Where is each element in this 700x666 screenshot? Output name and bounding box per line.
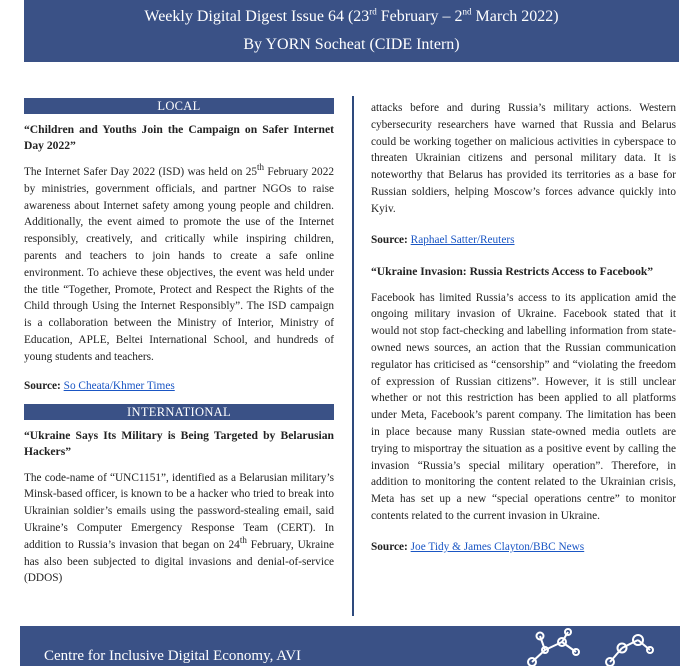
intl-article2-source-link[interactable]: Joe Tidy & James Clayton/BBC News	[410, 540, 585, 553]
international-section-bar: INTERNATIONAL	[24, 404, 334, 420]
network-nodes-icon	[510, 628, 670, 666]
local-article-title: “Children and Youths Join the Campaign on Safer Internet Day 2022”	[24, 123, 334, 152]
footer-org-name: Centre for Inclusive Digital Economy, AVI	[44, 648, 302, 664]
intl-article1-body-suffix: February, Ukraine has also been subjected to digital invasions and denial-of-service (DDOS)	[24, 538, 334, 585]
intl-article2-source-label: Source:	[371, 540, 408, 553]
title-sup-2: nd	[462, 6, 472, 17]
title-mid: February – 2	[376, 8, 463, 25]
intl-article2-body: Facebook has limited Russia’s access to its application amid the ongoing military invasion of Ukraine. Facebook stated that it would not stop fact-checking and labelling information from state-owned news sources, an action that the Russian communication regulator has criticised as “censorship” and “violating the freedom of expression of Russian citizens”. However, it is still unclear whether or not this restriction has been applied to all platforms under Meta, Facebook’s parent company. The limitation has been in place because many Russian state-owned media outlets are trying to misportray the situation as a positive event by calling the invasion “Russia’s special military operation”. Therefore, in addition to monitoring the content related to the Ukrainian crisis, Meta has set up a new “special operations centre” to monitor contents related to the current invasion in Ukraine.	[371, 291, 676, 522]
local-body-sup: th	[257, 162, 265, 173]
title-sup-1: rd	[369, 6, 377, 17]
local-section-bar: LOCAL	[24, 98, 334, 114]
intl-article1-source	[371, 232, 676, 248]
local-article-body	[24, 164, 334, 366]
title-prefix: Weekly Digital Digest Issue 64 (23	[144, 8, 370, 25]
digest-footer	[20, 626, 680, 666]
intl-article1-body	[24, 470, 334, 588]
digest-title	[24, 8, 679, 26]
left-column	[24, 98, 334, 587]
local-source-label: Source:	[24, 379, 61, 392]
intl-article2-source	[371, 539, 676, 555]
column-divider	[352, 96, 354, 616]
right-column	[371, 100, 676, 565]
intl-article1-body-sup: th	[239, 534, 247, 545]
title-suffix: March 2022)	[471, 8, 559, 25]
intl-article1-title: “Ukraine Says Its Military is Being Targeted by Belarusian Hackers”	[24, 428, 334, 458]
digest-byline: By YORN Socheat (CIDE Intern)	[243, 36, 460, 53]
local-body-suffix: February 2022 by ministries, government officials, and partner NGOs to raise awareness about Internet safety among young people and children. Additionally, the event aimed to promote the use of the Internet responsibly, creatively, and critically while inspiring children, parents and teachers to join hands to create a safe online environment. To achieve these objectives, the event was held under the title “Together, Promote, Protect and Respect the Rights of the Child through Using the Internet Responsibly”. The ISD campaign is a collaboration between the Ministry of Interior, Ministry of Education, APLE, Beltei International School, and hundreds of young students and teachers.	[24, 166, 334, 363]
local-source-link[interactable]: So Cheata/Khmer Times	[63, 379, 175, 392]
intl-article1-body-prefix: The code-name of “UNC1151”, identified as a Belarusian military’s Minsk-based officer, is known to be a hacker who tried to break into Ukrainian soldier’s emails using the password-stealing email, said Ukraine’s Computer Emergency Response Team (CERT). In addition to Russia’s invasion that began on 24	[24, 471, 334, 551]
intl-article1-body-continued: attacks before and during Russia’s military actions. Western cybersecurity researchers have warned that Russia and Belarus could be working together on malicious activities in cyberspace to threaten Ukrainian citizens and personal military data. It is noteworthy that Belarus has provided its territories as a base for Russian soldiers, helping Moscow’s forces advance quickly into Kyiv.	[371, 102, 676, 215]
intl-article1-source-link[interactable]: Raphael Satter/Reuters	[410, 233, 515, 246]
intl-article2-title: “Ukraine Invasion: Russia Restricts Access to Facebook”	[371, 264, 654, 278]
local-source	[24, 378, 334, 394]
intl-article1-source-label: Source:	[371, 233, 408, 246]
digest-header	[24, 0, 679, 62]
local-body-prefix: The Internet Safer Day 2022 (ISD) was held on 25	[24, 166, 257, 178]
